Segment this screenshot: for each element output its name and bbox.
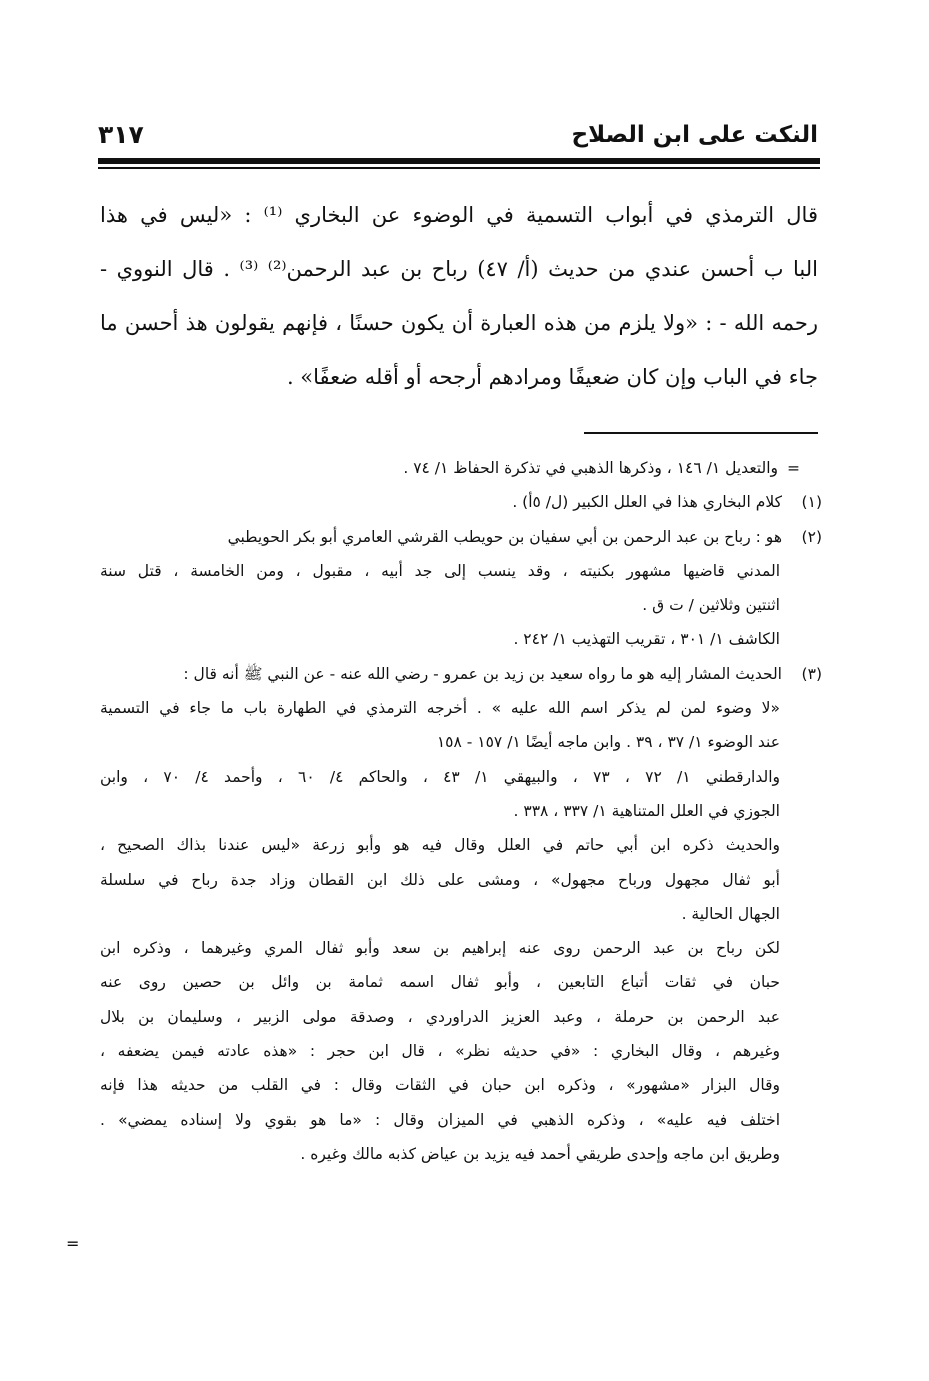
footnote-line: أبو ثفال مجهول ورباح مجهول» ، ومشى على ذلك ابن القطان وزاد جدة رباح في سلسلة	[100, 870, 780, 889]
header-rule-thin	[98, 167, 820, 169]
main-text-line: البا ب أحسن عندي من حديث (أ/ ٤٧) رباح بن عبد الرحمن⁽²⁾ ⁽³⁾ . قال النووي -	[100, 257, 819, 281]
header-rule-thick	[98, 158, 820, 164]
continuation-text: والتعديل ١/ ١٤٦ ، وذكرها الذهبي في تذكرة الحفاظ ١/ ٧٤ .	[403, 459, 778, 477]
page-number: ٣١٧	[98, 120, 144, 149]
footnote-text: هو : رباح بن عبد الرحمن بن أبي سفيان بن حويطب القرشي العامري أبو بكر الحويطبي	[227, 527, 782, 546]
footnote-line: حبان في ثقات أتباع التابعين ، وأبو ثفال اسمه ثمامة بن وائل بن حصين روى عنه	[100, 973, 780, 992]
footnote-marker: (٣)	[801, 664, 822, 683]
footnote-continuation	[100, 451, 822, 485]
footnote-line: عبد الرحمن بن حرملة ، وعبد العزيز الدراوردي ، وصدقة مولى الزبير ، وسليمان بن بلال	[100, 1007, 780, 1026]
footnote-3	[100, 657, 822, 691]
footnote-line: وطريق ابن ماجه وإحدى طريقي أحمد فيه يزيد بن عياض كذبه مالك وغيره .	[300, 1144, 780, 1163]
page-header	[98, 118, 818, 158]
running-title: النكت على ابن الصلاح	[571, 122, 818, 148]
footnote-line: الكاشف ١/ ٣٠١ ، تقريب التهذيب ١/ ٢٤٢ .	[513, 630, 780, 649]
footnote-line: عند الوضوء ١/ ٣٧ ، ٣٩ . وابن ماجه أيضًا ١/ ١٥٧ - ١٥٨	[436, 733, 780, 752]
footnote-text: الحديث المشار إليه هو ما رواه سعيد بن زيد بن عمرو - رضي الله عنه - عن النبي ﷺ أنه قال :	[183, 664, 782, 683]
main-text-line: رحمه الله - : «ولا يلزم من هذه العبارة أن يكون حسنًا ، فإنهم يقولون هذ أحسن ما	[100, 311, 818, 335]
footnote-line: المدني قاضيها مشهور بكنيته ، وقد ينسب إلى جد أبيه ، مقبول ، ومن الخامسة ، قتل سنة	[100, 561, 780, 580]
footnote-marker: (٢)	[801, 527, 822, 546]
footnote-separator	[584, 432, 818, 434]
footnote-line: والدارقطني ١/ ٧٢ ، ٧٣ ، والبيهقي ١/ ٤٣ ، والحاكم ٤/ ٦٠ ، وأحمد ٤/ ٧٠ ، وابن	[100, 767, 781, 786]
footnote-line: اثنتين وثلاثين / ت ق .	[642, 596, 780, 615]
footnote-line: «لا وضوء لمن لم يذكر اسم الله عليه » . أخرجه الترمذي في الطهارة باب ما جاء في التسمية	[100, 699, 780, 718]
footnote-line: الجوزي في العلل المتناهية ١/ ٣٣٧ ، ٣٣٨ .	[513, 801, 780, 820]
footnote-line: الجهال الحالية .	[681, 904, 780, 923]
main-text-line: جاء في الباب وإن كان ضعيفًا ومرادهم أرجحه أو أقله ضعفًا» .	[286, 365, 818, 389]
footnote-2	[100, 520, 822, 554]
continuation-marker: =	[787, 459, 800, 477]
main-text-line: قال الترمذي في أبواب التسمية في الوضوء عن البخاري ⁽¹⁾ : «ليس في هذا	[100, 203, 818, 227]
continuation-mark-margin: =	[66, 1234, 80, 1253]
footnote-line: لكن رباح بن عبد الرحمن روى عنه إبراهيم بن سعد وأبو ثفال المري وغيرهما ، وذكره ابن	[100, 939, 780, 958]
footnote-1	[100, 485, 822, 519]
footnote-line: وغيرهم ، وقال البخاري : «في حديثه نظر» ، قال ابن حجر : «هذه عادته فيمن يضعفه ،	[100, 1042, 780, 1061]
footnotes	[100, 451, 822, 1171]
footnote-line: اختلف فيه عليه» ، وذكره الذهبي في الميزان وقال : «ما هو بقوي ولا إسناده يمضي» .	[100, 1110, 780, 1129]
footnote-line: والحديث ذكره ابن أبي حاتم في العلل وقال فيه هو وأبو زرعة «ليس عندنا بذاك الصحيح ،	[100, 836, 780, 855]
footnote-marker: (١)	[801, 493, 822, 512]
footnote-line: وقال البزار «مشهور» ، وذكره ابن حبان في الثقات وقال : في القلب من حديثه هذا فإنه	[100, 1076, 780, 1095]
footnote-text: كلام البخاري هذا في العلل الكبير (ل/ ٥أ) .	[512, 493, 782, 512]
main-text	[100, 188, 818, 404]
